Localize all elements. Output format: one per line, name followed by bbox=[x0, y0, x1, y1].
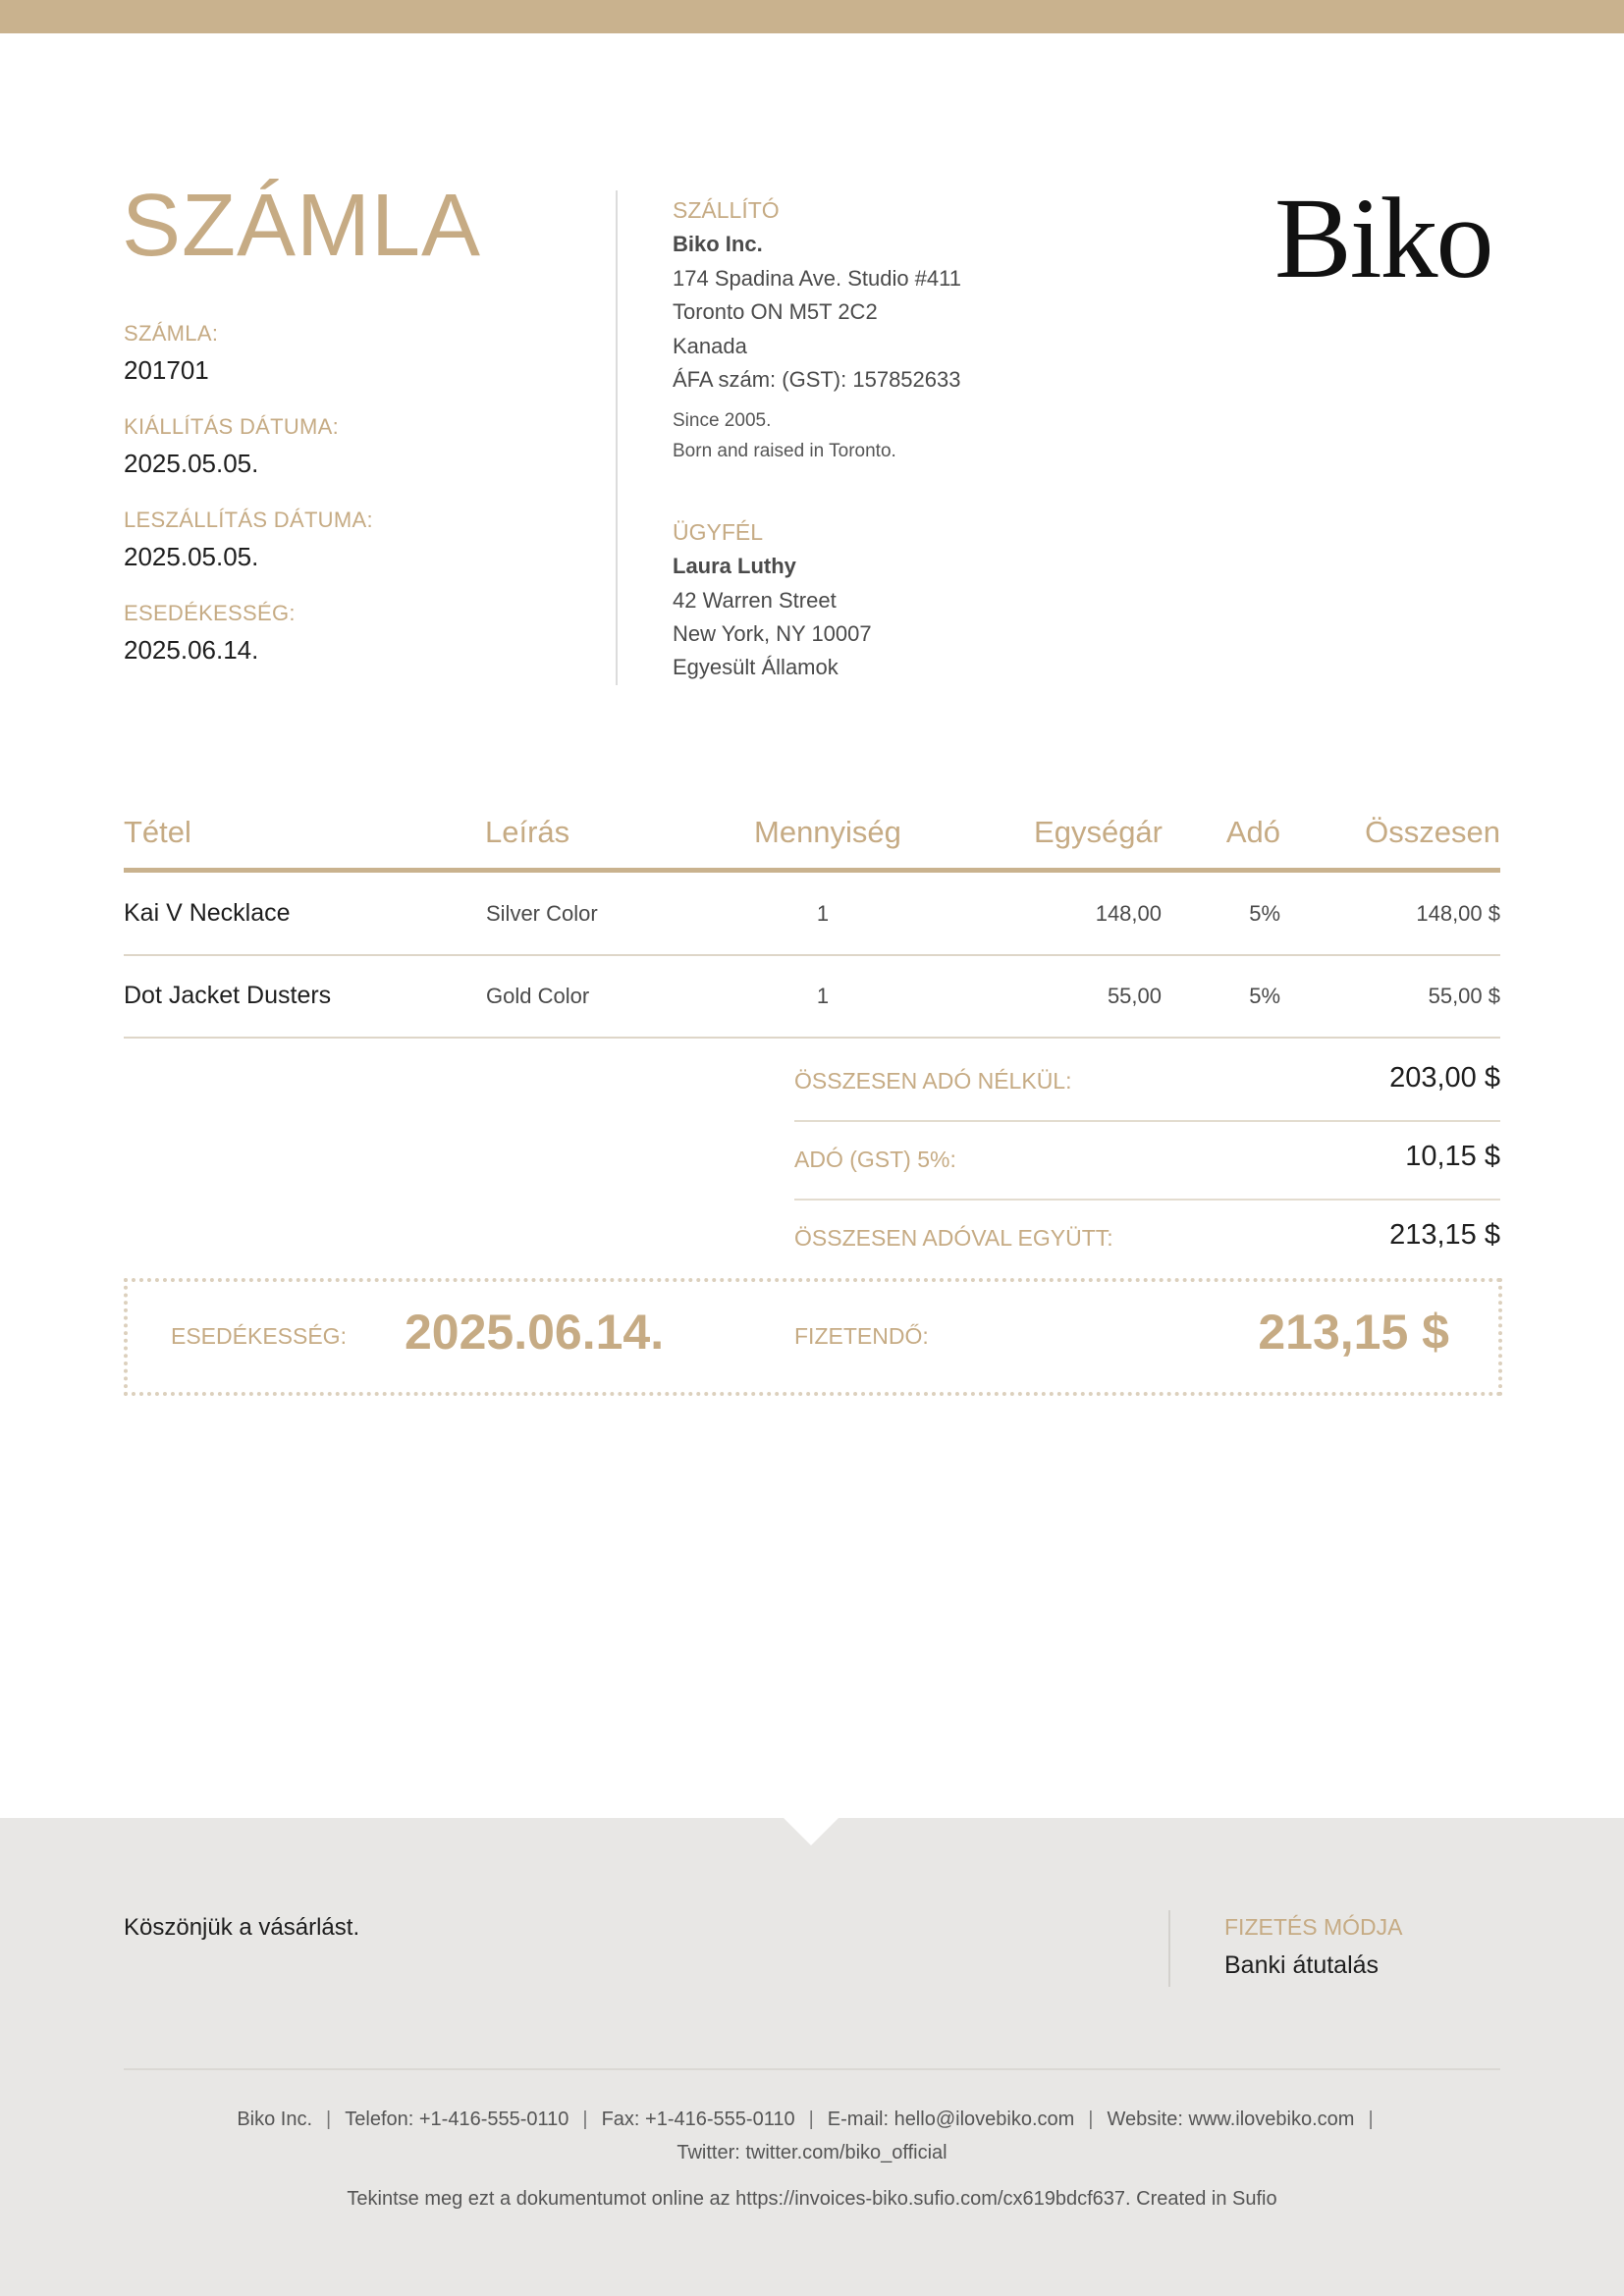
footer-website-link[interactable]: Website: www.ilovebiko.com bbox=[1107, 2109, 1355, 2130]
total-label: ÖSSZESEN ADÓVAL EGYÜTT: bbox=[794, 1225, 1113, 1251]
footer-twitter-link[interactable]: Twitter: twitter.com/biko_official bbox=[677, 2142, 947, 2163]
row-divider bbox=[124, 954, 1500, 956]
supplier-label: SZÁLLÍTÓ bbox=[673, 197, 780, 223]
client-label: ÜGYFÉL bbox=[673, 519, 764, 545]
separator: | bbox=[1088, 2109, 1094, 2130]
separator: | bbox=[326, 2109, 332, 2130]
row-description: Gold Color bbox=[486, 984, 590, 1008]
payment-method: Banki átutalás bbox=[1224, 1951, 1380, 1979]
supplier-address-2: Toronto ON M5T 2C2 bbox=[673, 299, 878, 324]
invoice-number-label: SZÁMLA: bbox=[124, 321, 219, 346]
client-address-1: 42 Warren Street bbox=[673, 588, 837, 613]
col-header-description: Leírás bbox=[485, 815, 570, 849]
row-unit-price: 148,00 bbox=[1095, 901, 1162, 926]
footer-notch bbox=[784, 1818, 839, 1845]
col-header-item: Tétel bbox=[124, 815, 191, 849]
separator: | bbox=[582, 2109, 588, 2130]
invoice-title: SZÁMLA bbox=[122, 177, 482, 275]
invoice-number: 201701 bbox=[124, 355, 209, 385]
row-tax: 5% bbox=[1249, 901, 1280, 926]
due-box-amount-label: FIZETENDŐ: bbox=[794, 1323, 929, 1349]
row-item: Kai V Necklace bbox=[124, 899, 291, 927]
due-box-date: 2025.06.14. bbox=[405, 1305, 665, 1360]
supplier-note-2: Born and raised in Toronto. bbox=[673, 441, 896, 461]
summary-divider bbox=[794, 1199, 1500, 1201]
client-country: Egyesült Államok bbox=[673, 655, 839, 679]
online-document-link[interactable]: Tekintse meg ezt a dokumentumot online az https://invoices-biko.sufio.com/cx619bdcf637. Created in Sufio bbox=[347, 2188, 1277, 2210]
client-name: Laura Luthy bbox=[673, 554, 796, 578]
table-header-rule bbox=[124, 868, 1500, 873]
total-value: 213,15 $ bbox=[1389, 1219, 1500, 1251]
row-divider bbox=[124, 1037, 1500, 1039]
col-header-unit-price: Egységár bbox=[1034, 815, 1163, 849]
col-header-tax: Adó bbox=[1225, 815, 1280, 849]
row-tax: 5% bbox=[1249, 984, 1280, 1008]
separator: | bbox=[1368, 2109, 1374, 2130]
footer-email-link[interactable]: E-mail: hello@ilovebiko.com bbox=[827, 2109, 1075, 2130]
footer-rule bbox=[124, 2068, 1500, 2070]
delivery-date-label: LESZÁLLÍTÁS DÁTUMA: bbox=[124, 507, 373, 532]
issue-date: 2025.05.05. bbox=[124, 449, 259, 478]
row-item: Dot Jacket Dusters bbox=[124, 982, 332, 1009]
summary-divider bbox=[794, 1120, 1500, 1122]
separator: | bbox=[808, 2109, 814, 2130]
thank-you-message: Köszönjük a vásárlást. bbox=[124, 1914, 360, 1941]
subtotal-value: 203,00 $ bbox=[1389, 1062, 1500, 1094]
footer bbox=[0, 1818, 1624, 2296]
supplier-name: Biko Inc. bbox=[673, 232, 763, 256]
due-date: 2025.06.14. bbox=[124, 635, 259, 665]
row-total: 148,00 $ bbox=[1416, 901, 1500, 926]
delivery-date: 2025.05.05. bbox=[124, 542, 259, 571]
header-divider bbox=[616, 190, 618, 685]
row-quantity: 1 bbox=[816, 901, 830, 926]
tax-label: ADÓ (GST) 5%: bbox=[794, 1147, 956, 1172]
top-accent-bar bbox=[0, 0, 1624, 33]
due-box-date-label: ESEDÉKESSÉG: bbox=[171, 1323, 347, 1349]
col-header-total: Összesen bbox=[1365, 815, 1500, 849]
supplier-note-1: Since 2005. bbox=[673, 410, 772, 431]
col-header-quantity: Mennyiség bbox=[754, 815, 901, 849]
subtotal-label: ÖSSZESEN ADÓ NÉLKÜL: bbox=[794, 1068, 1072, 1094]
issue-date-label: KIÁLLÍTÁS DÁTUMA: bbox=[124, 414, 340, 439]
due-date-label: ESEDÉKESSÉG: bbox=[124, 601, 296, 625]
row-total: 55,00 $ bbox=[1428, 984, 1500, 1008]
supplier-tax-id: ÁFA szám: (GST): 157852633 bbox=[673, 367, 961, 392]
footer-divider bbox=[1168, 1910, 1170, 1987]
due-box-amount: 213,15 $ bbox=[1258, 1305, 1449, 1360]
contact-info bbox=[124, 2103, 1500, 2169]
footer-phone: Telefon: +1-416-555-0110 bbox=[345, 2109, 569, 2130]
payment-method-label: FIZETÉS MÓDJA bbox=[1224, 1914, 1403, 1940]
row-description: Silver Color bbox=[486, 901, 598, 926]
tax-value: 10,15 $ bbox=[1405, 1141, 1500, 1172]
client-address-2: New York, NY 10007 bbox=[673, 621, 872, 646]
row-quantity: 1 bbox=[816, 984, 830, 1008]
footer-company: Biko Inc. bbox=[237, 2109, 313, 2130]
row-unit-price: 55,00 bbox=[1107, 984, 1162, 1008]
footer-fax: Fax: +1-416-555-0110 bbox=[601, 2109, 795, 2130]
company-logo: Biko bbox=[1274, 174, 1492, 302]
supplier-address-1: 174 Spadina Ave. Studio #411 bbox=[673, 266, 961, 291]
supplier-country: Kanada bbox=[673, 334, 747, 358]
